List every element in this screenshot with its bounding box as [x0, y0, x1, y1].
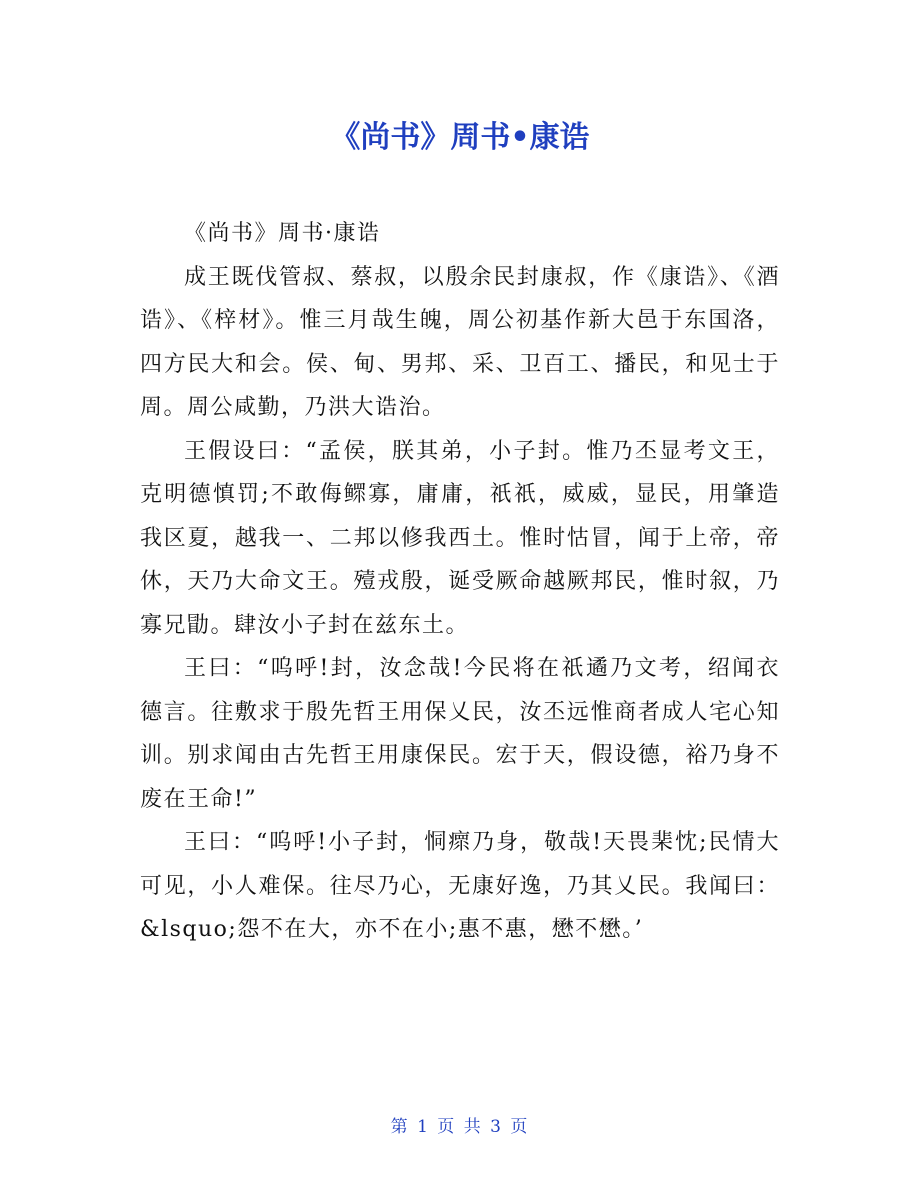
- document-title: 《尚书》周书•康诰: [330, 120, 590, 155]
- paragraph-1: 王假设曰：“孟侯，朕其弟，小子封。惟乃丕显考文王，克明德慎罚;不敢侮鳏寡，庸庸，祇祇，威威，显民，用肇造我区夏，越我一、二邦以修我西土。惟时怙冒，闻于上帝，帝休，天乃大命文王。殪戎殷，诞受厥命越厥邦民，惟时叙，乃寡兄勖。肆汝小子封在兹东土。: [140, 438, 780, 638]
- page-number-footer: 第 1 页 共 3 页: [390, 1117, 530, 1137]
- document-body: [140, 212, 780, 952]
- paragraph-2: 王曰：“呜呼!封，汝念哉!今民将在祇遹乃文考，绍闻衣德言。往敷求于殷先哲王用保乂民，汝丕远惟商者成人宅心知训。别求闻由古先哲王用康保民。宏于天，假设德，裕乃身不废在王命!”: [140, 656, 780, 812]
- paragraph-preface: 成王既伐管叔、蔡叔，以殷余民封康叔，作《康诰》、《酒诰》、《梓材》。惟三月哉生魄，周公初基作新大邑于东国洛，四方民大和会。侯、甸、男邦、采、卫百工、播民，和见士于周。周公咸勤，乃洪大诰治。: [140, 264, 780, 420]
- paragraph-heading: 《尚书》周书·康诰: [184, 221, 381, 246]
- paragraph-3: 王曰：“呜呼!小子封，恫瘝乃身，敬哉!天畏棐忱;民情大可见，小人难保。往尽乃心，无康好逸，乃其乂民。我闻曰：&lsquo;怨不在大，亦不在小;惠不惠，懋不懋。’: [140, 830, 780, 942]
